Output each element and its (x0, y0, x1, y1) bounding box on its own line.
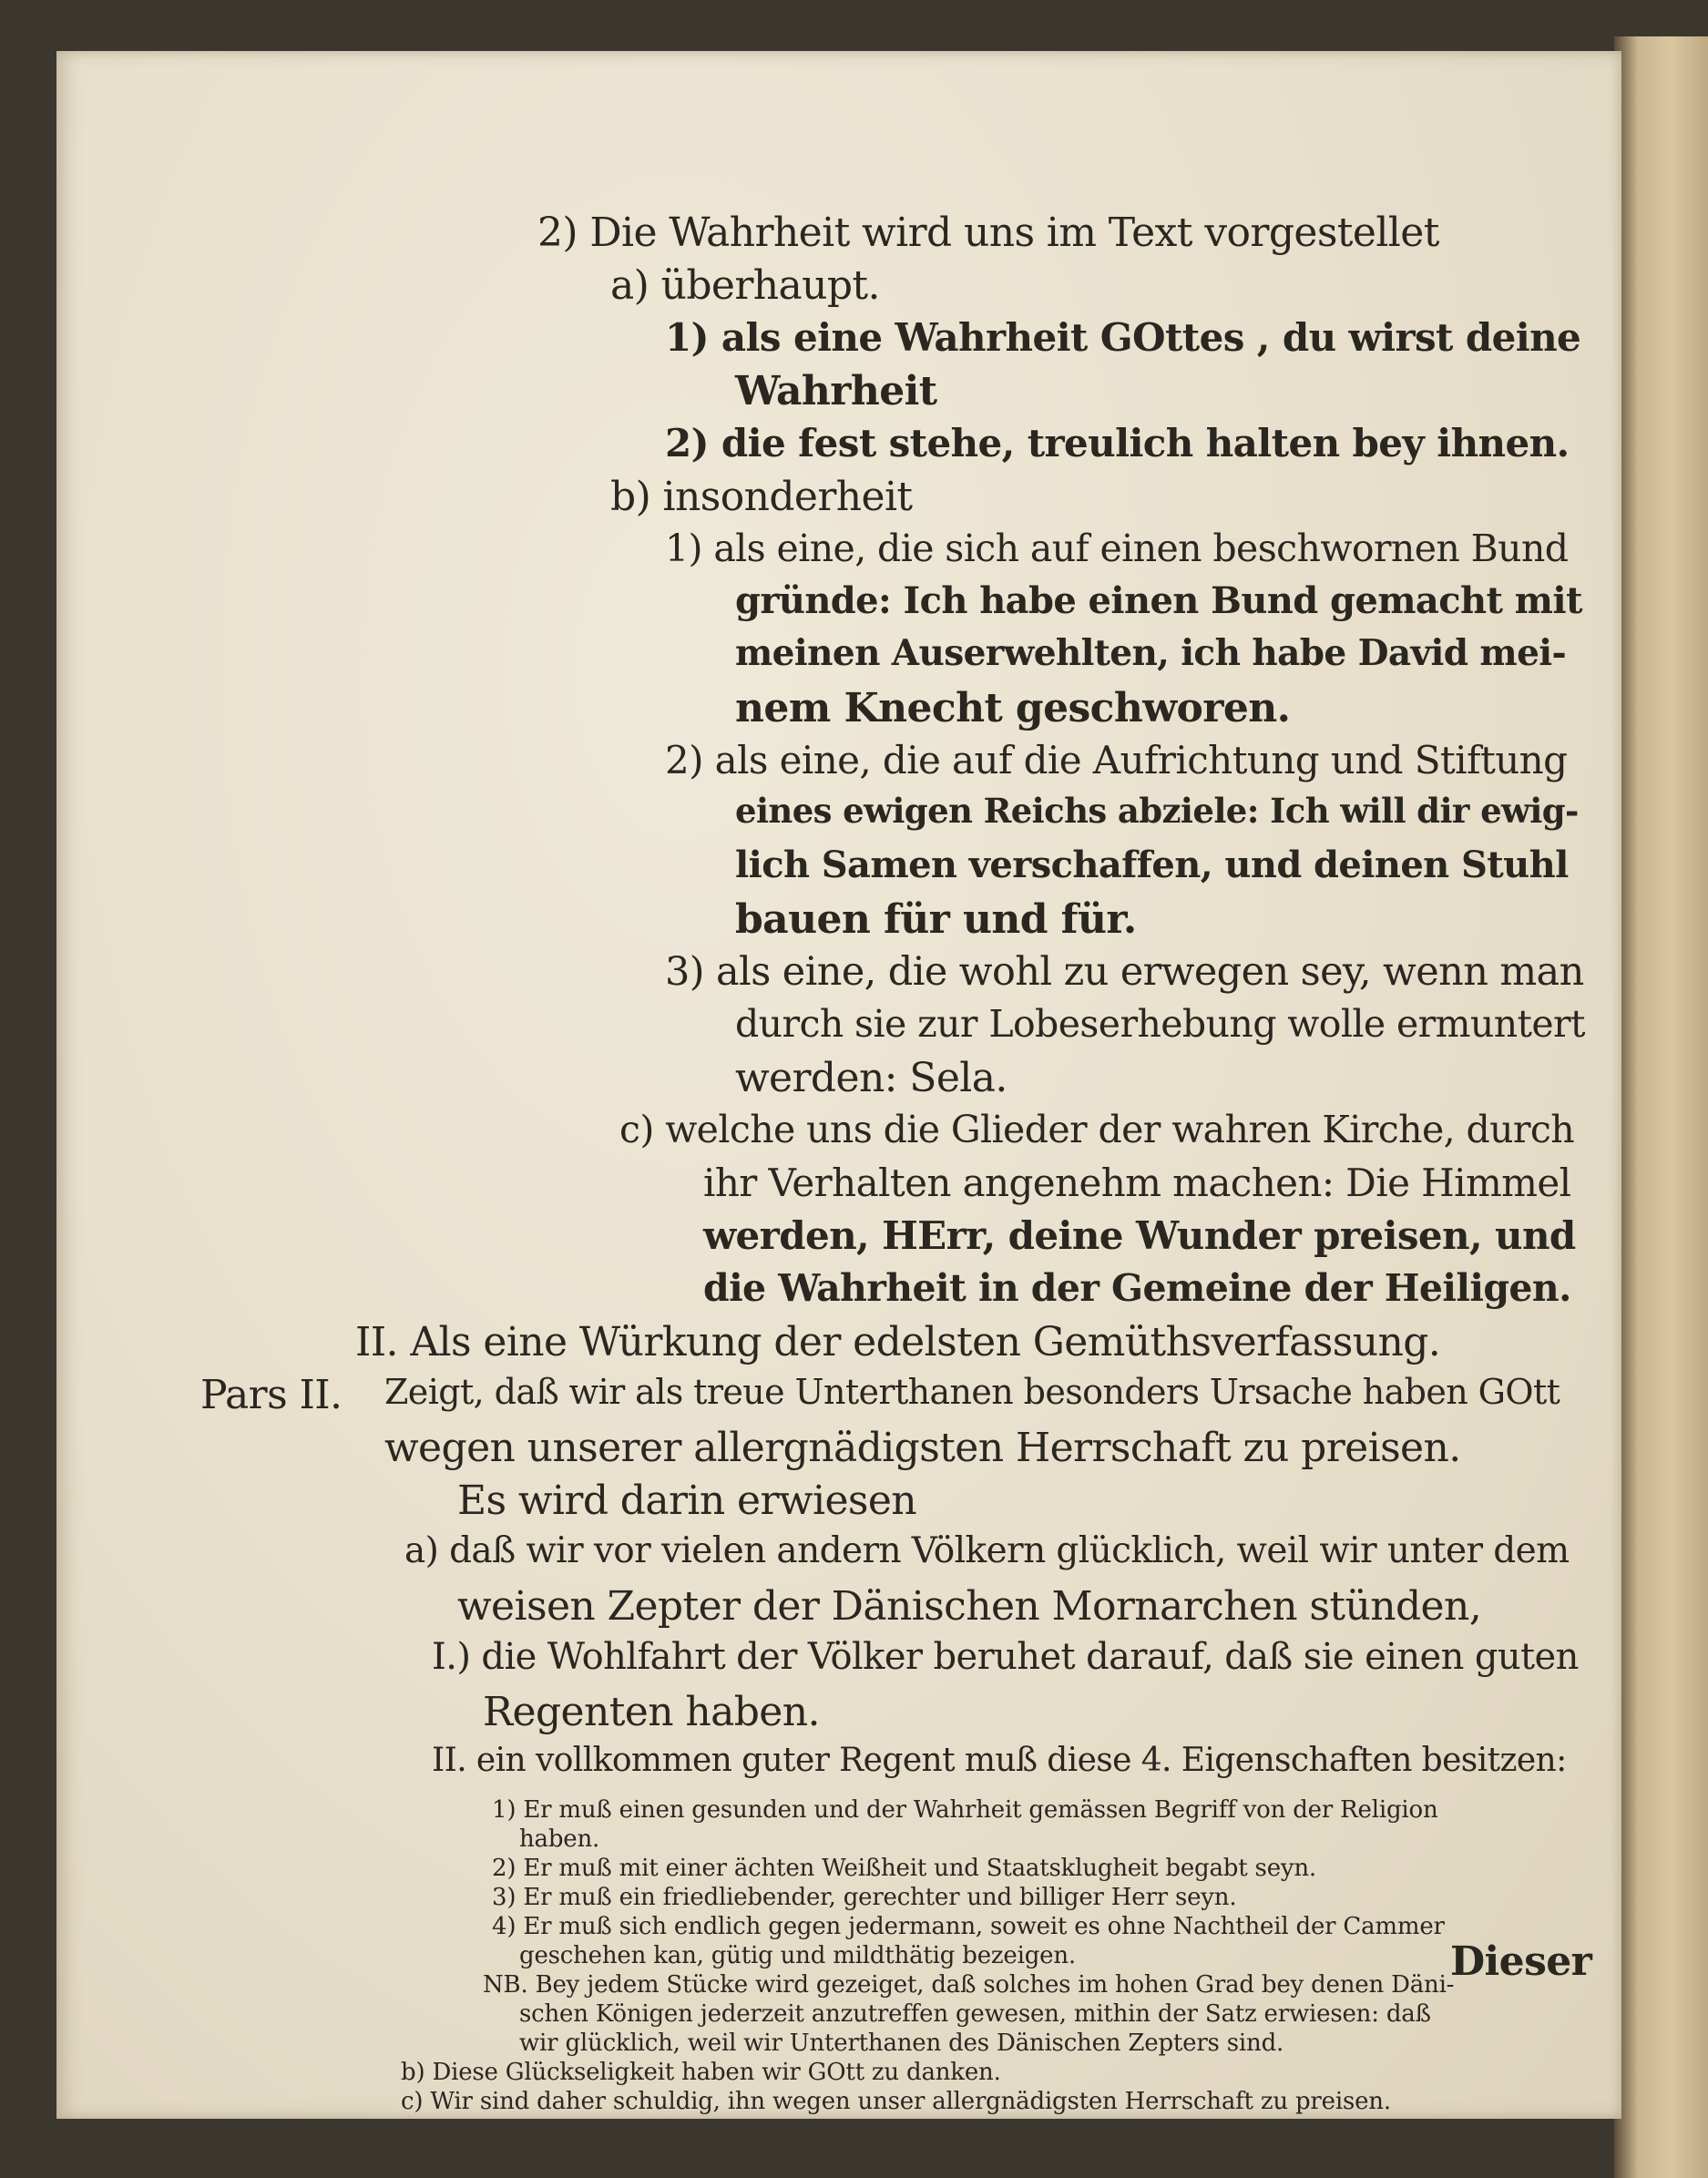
book-page (56, 51, 1621, 2119)
outline-b1-line3: meinen Auserwehlten, ich habe David mei- (735, 632, 1567, 674)
small-s3: 3) Er muß ein friedliebender, gerechter und billiger Herr seyn. (492, 1884, 1237, 1911)
pars-line2: wegen unserer allergnädigsten Herrschaft zu preisen. (384, 1425, 1461, 1471)
outline-c-line2: ihr Verhalten angenehm machen: Die Himmel (703, 1161, 1571, 1205)
small-nb-line2: schen Königen jederzeit anzutreffen gewesen, mithin der Satz erwiesen: daß (519, 2000, 1431, 2028)
small-s2: 2) Er muß mit einer ächten Weißheit und Staatsklugheit begabt seyn. (492, 1855, 1316, 1882)
pars-a-line1: a) daß wir vor vielen andern Völkern glücklich, weil wir unter dem (404, 1530, 1570, 1571)
outline-c-line1: c) welche uns die Glieder der wahren Kirche, durch (619, 1108, 1575, 1151)
small-s1-line2: haben. (519, 1825, 600, 1853)
outline-b1-line2: gründe: Ich habe einen Bund gemacht mit (735, 579, 1582, 622)
outline-b1-line1: 1) als eine, die sich auf einen beschwornen Bund (665, 527, 1569, 570)
catchword: Dieser (1450, 1938, 1592, 1985)
outline-a-heading: a) überhaupt. (610, 262, 880, 309)
pars-label: Pars II. (200, 1372, 343, 1418)
outline-b-heading: b) insonderheit (610, 474, 913, 520)
outline-a1-line2: Wahrheit (735, 368, 937, 414)
small-nb-line3: wir glücklich, weil wir Unterthanen des Dänischen Zepters sind. (519, 2030, 1284, 2057)
outline-a2: 2) die fest stehe, treulich halten bey ihnen. (665, 421, 1570, 465)
small-s4-line1: 4) Er muß sich endlich gegen jedermann, soweit es ohne Nachtheil der Cammer (492, 1913, 1445, 1940)
small-s1-line1: 1) Er muß einen gesunden und der Wahrheit gemässen Begriff von der Religion (492, 1796, 1438, 1824)
outline-II: II. Als eine Würkung der edelsten Gemüthsverfassung. (355, 1319, 1441, 1365)
outline-b3-line1: 3) als eine, die wohl zu erwegen sey, wenn man (665, 949, 1584, 995)
pars-I-line2: Regenten haben. (483, 1689, 820, 1735)
small-c: c) Wir sind daher schuldig, ihn wegen unser allergnädigsten Herrschaft zu preisen. (401, 2088, 1391, 2115)
outline-a1-line1: 1) als eine Wahrheit GOttes , du wirst deine (665, 315, 1581, 360)
small-s4-line2: geschehen kan, gütig und mildthätig bezeigen. (519, 1942, 1076, 1969)
pars-I-line1: I.) die Wohlfahrt der Völker beruhet darauf, daß sie einen guten (432, 1636, 1579, 1678)
outline-b2-line3: lich Samen verschaffen, und deinen Stuhl (735, 844, 1569, 886)
outline-b2-line1: 2) als eine, die auf die Aufrichtung und Stiftung (665, 738, 1568, 782)
pars-a-line2: weisen Zepter der Dänischen Mornarchen stünden, (457, 1583, 1482, 1630)
outline-b1-line4: nem Knecht geschworen. (735, 685, 1291, 731)
outline-b2-line4: bauen für und für. (735, 896, 1137, 943)
outline-b3-line2: durch sie zur Lobeserhebung wolle ermuntert (735, 1002, 1585, 1046)
outline-b3-line3: werden: Sela. (735, 1055, 1007, 1101)
adjacent-page-edge (1614, 36, 1708, 2178)
outline-b2-line2: eines ewigen Reichs abziele: Ich will dir ewig- (735, 791, 1579, 831)
pars-line1: Zeigt, daß wir als treue Unterthanen besonders Ursache haben GOtt (384, 1372, 1560, 1412)
pars-II-line1: II. ein vollkommen guter Regent muß diese 4. Eigenschaften besitzen: (432, 1742, 1567, 1779)
small-b: b) Diese Glückseligkeit haben wir GOtt zu danken. (401, 2059, 1001, 2086)
outline-c-line4: die Wahrheit in der Gemeine der Heiligen. (703, 1266, 1571, 1310)
pars-line3: Es wird darin erwiesen (457, 1478, 917, 1524)
small-nb-line1: NB. Bey jedem Stücke wird gezeiget, daß solches im hohen Grad bey denen Däni- (483, 1971, 1455, 1999)
outline-item-2: 2) Die Wahrheit wird uns im Text vorgestellet (537, 210, 1439, 256)
outline-c-line3: werden, HErr, deine Wunder preisen, und (703, 1213, 1576, 1258)
